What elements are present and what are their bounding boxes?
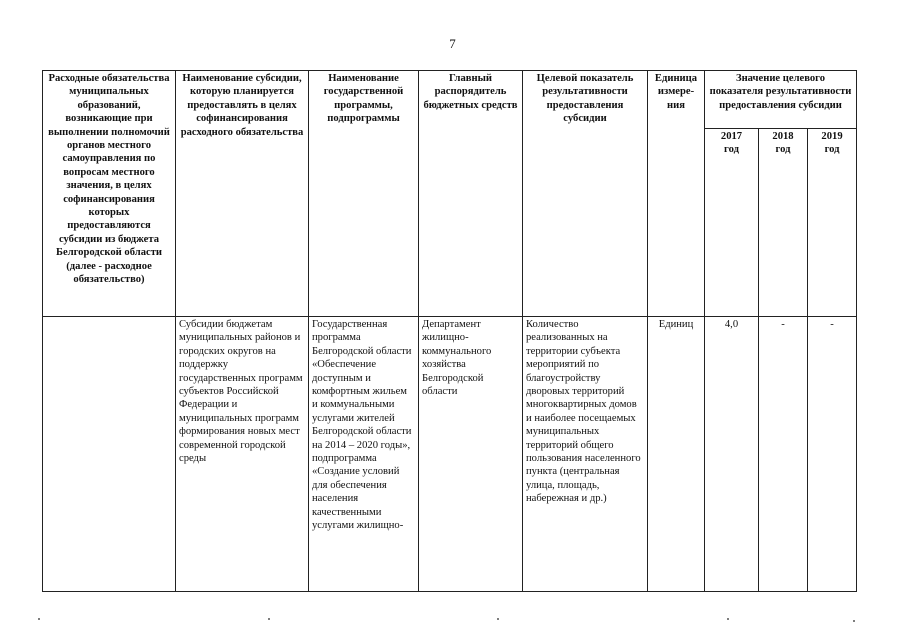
header-target-value: Значение целевого показателя результативности предоставления субсидии [705,71,857,129]
cell-obligation [43,317,176,592]
header-subsidy: Наименование субсидии, которую планируется предоставлять в целях софинансирования расходного обязательства [176,71,309,317]
header-indicator: Целевой показатель результативности предоставления субсидии [523,71,648,317]
year-label: 2019 [821,131,843,142]
cell-value-2018: - [759,317,808,592]
year-label: 2018 [772,131,794,142]
year-unit: год [724,144,739,156]
year-unit: год [824,144,840,156]
cell-administrator: Департамент жилищно-коммунального хозяйства Белгородской области [419,317,523,592]
cell-subsidy: Субсидии бюджетам муниципальных районов и городских округов на поддержку государственных программ субъектов Российской Федерации и муниципальных программ формирования новых мест современной городской среды [176,317,309,592]
header-year-2019 [808,129,857,317]
cell-value-2017: 4,0 [705,317,759,592]
year-label: 2017 [720,131,743,142]
header-program: Наименование государственной программы, подпрограммы [309,71,419,317]
cell-program: Государственная программа Белгородской области «Обеспечение доступным и комфортным жильем и коммунальными услугами жителей Белгородской области на 2014 – 2020 годы», подпрограмма «Создание условий для обеспечения населения качественными услугами жилищно- [309,317,419,592]
header-administrator: Главный распорядитель бюджетных средств [419,71,523,317]
cell-unit: Единиц [648,317,705,592]
cell-indicator: Количество реализованных на территории субъекта мероприятий по благоустройству дворовых территорий многоквартирных домов и наиболее посещаемых муниципальных территорий общего пользования населенного пункта (центральная улица, площадь, набережная и др.) [523,317,648,592]
scan-artifacts [0,600,905,630]
header-year-2018 [759,129,808,317]
header-unit: Единица измере-ния [648,71,705,317]
subsidy-table [42,70,857,592]
year-unit: год [775,144,791,156]
header-obligation: Расходные обязательства муниципальных образований, возникающие при выполнении полномочий органов местного самоуправления по вопросам местного значения, в целях софинансирования которых предоставляются субсидии из бюджета Белгородской области (далее - расходное обязательство) [43,71,176,317]
header-year-2017 [705,129,759,317]
page-number: 7 [449,36,456,51]
cell-value-2019: - [808,317,857,592]
